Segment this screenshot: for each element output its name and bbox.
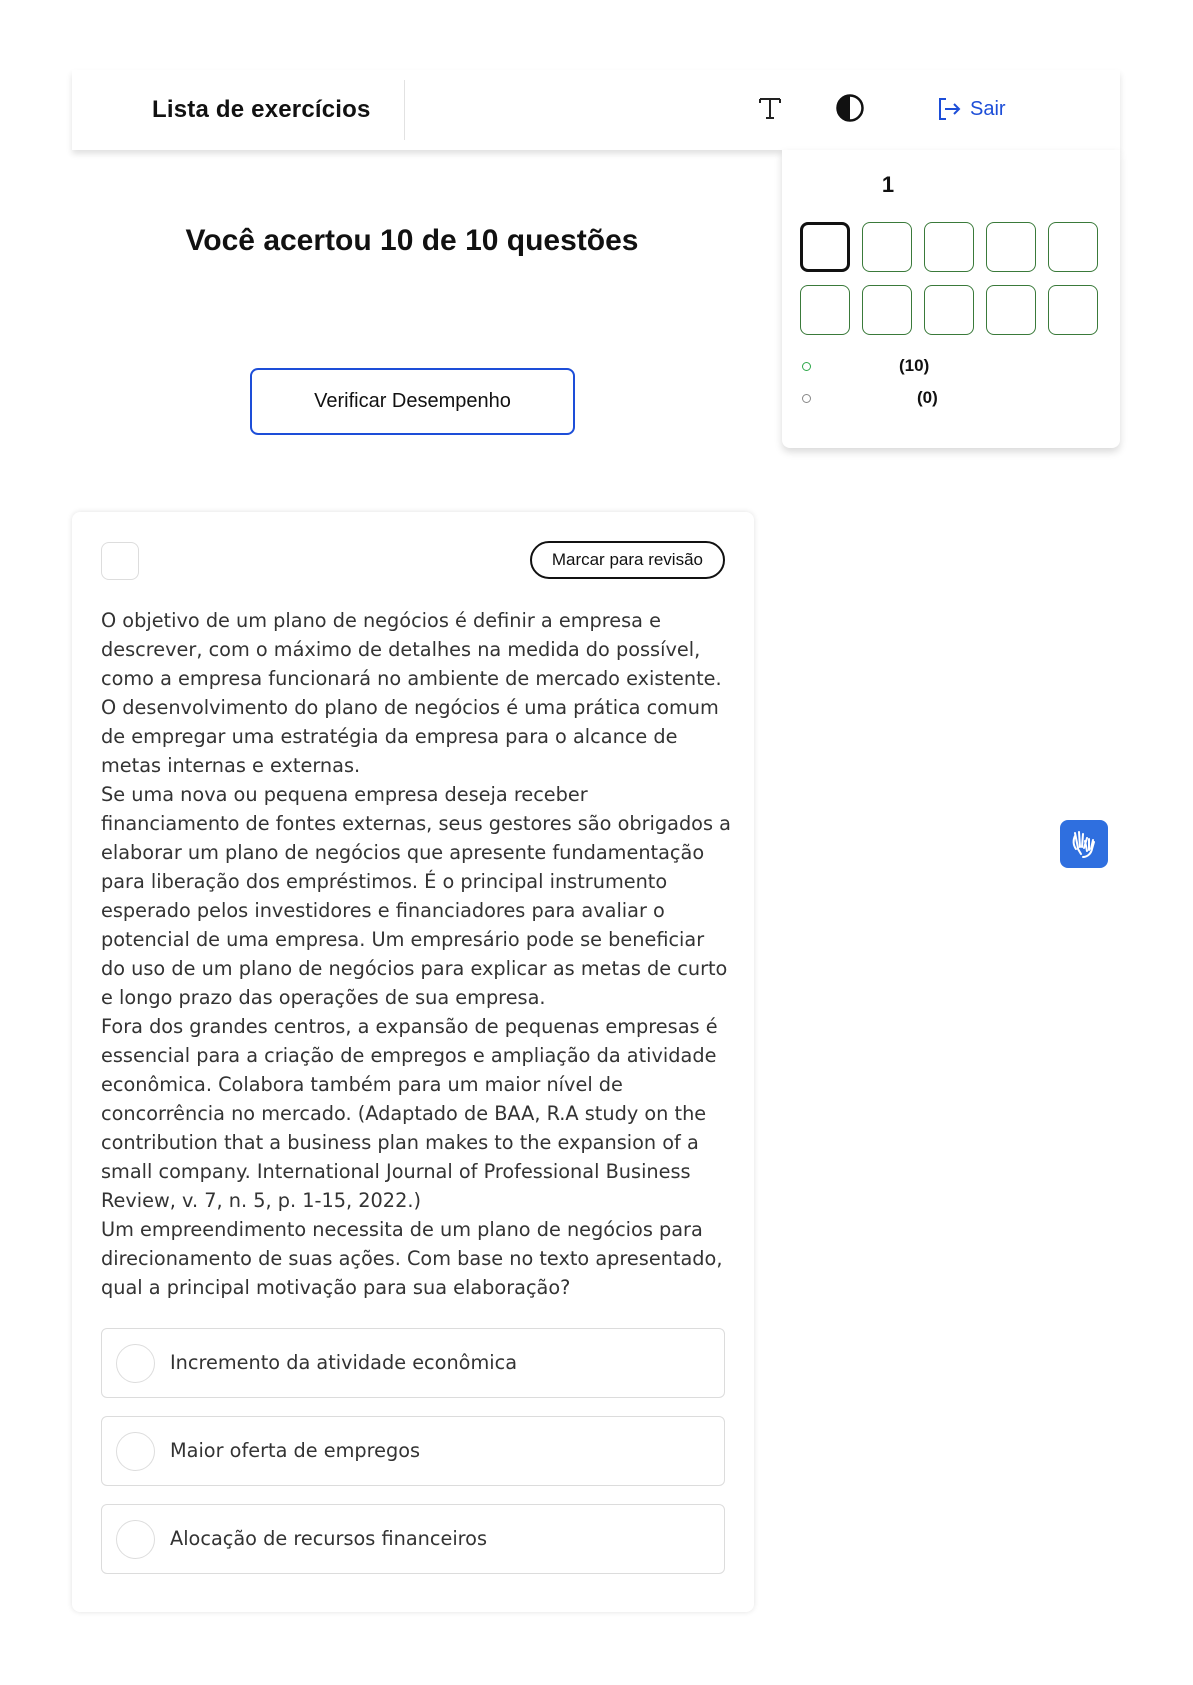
question-paragraph: O objetivo de um plano de negócios é definir a empresa e descrever, com o máximo de detalhes na medida do possível, como a empresa funcionará no ambiente de mercado existente. O desenvolvimento do plano de negócios é uma prática comum de empregar uma estratégia da empresa para o alcance de metas internas e externas. xyxy=(101,609,722,777)
contrast-icon xyxy=(835,93,865,123)
legend-wrong xyxy=(802,388,938,408)
legend-correct xyxy=(802,356,929,376)
radio-button[interactable] xyxy=(116,1344,155,1383)
verify-performance-button[interactable]: Verificar Desempenho xyxy=(250,368,575,435)
score-summary: Você acertou 10 de 10 questões xyxy=(185,224,639,257)
question-nav-cell[interactable] xyxy=(1048,285,1098,335)
text-size-icon xyxy=(757,95,783,121)
radio-button[interactable] xyxy=(116,1520,155,1559)
question-card xyxy=(72,512,754,1612)
question-checkbox[interactable] xyxy=(101,542,139,580)
answer-options xyxy=(101,1328,725,1592)
question-nav-cell[interactable] xyxy=(986,222,1036,272)
current-question-number: 1 xyxy=(881,172,895,197)
option-label: Incremento da atividade econômica xyxy=(170,1351,518,1374)
question-paragraph: Se uma nova ou pequena empresa deseja receber financiamento de fontes externas, seus gestores são obrigados a elaborar um plano de negócios que apresente fundamentação para liberação dos empréstimos. É o principal instrumento esperado pelos investidores e financiadores para avaliar o potencial de uma empresa. Um empresário pode se beneficiar do uso de um plano de negócios para explicar as metas de curto e longo prazo das operações de sua empresa. xyxy=(101,783,731,1009)
logout-button[interactable] xyxy=(936,94,1006,124)
header-divider xyxy=(404,80,405,140)
wrong-dot-icon xyxy=(802,394,811,403)
question-navigator xyxy=(782,150,1120,448)
sign-language-hands-icon xyxy=(1067,827,1101,861)
mark-for-review-button[interactable]: Marcar para revisão xyxy=(530,541,725,579)
radio-button[interactable] xyxy=(116,1432,155,1471)
question-nav-cell[interactable] xyxy=(862,222,912,272)
logout-label: Sair xyxy=(970,97,1006,120)
sign-language-button[interactable] xyxy=(1060,820,1108,868)
answer-option[interactable] xyxy=(101,1416,725,1486)
question-grid xyxy=(800,222,1098,335)
question-paragraph: Um empreendimento necessita de um plano de negócios para direcionamento de suas ações. Com base no texto apresentado, qual a principal motivação para sua elaboração? xyxy=(101,1218,723,1299)
correct-count: (10) xyxy=(899,356,930,375)
contrast-button[interactable] xyxy=(834,92,866,124)
answer-option[interactable] xyxy=(101,1504,725,1574)
question-nav-cell[interactable] xyxy=(862,285,912,335)
question-nav-cell[interactable] xyxy=(1048,222,1098,272)
question-nav-cell[interactable] xyxy=(924,222,974,272)
question-text xyxy=(101,606,731,1302)
wrong-count: (0) xyxy=(917,388,938,407)
question-nav-cell[interactable] xyxy=(924,285,974,335)
question-nav-cell[interactable] xyxy=(800,285,850,335)
option-label: Maior oferta de empregos xyxy=(170,1439,421,1462)
question-paragraph: Fora dos grandes centros, a expansão de pequenas empresas é essencial para a criação de empregos e ampliação da atividade econômica. Colabora também para um maior nível de concorrência no mercado. (Adaptado de BAA, R.A study on the contribution that a business plan makes to the expansion of a small company. International Journal of Professional Business Review, v. 7, n. 5, p. 1-15, 2022.) xyxy=(101,1015,718,1212)
option-label: Alocação de recursos financeiros xyxy=(170,1527,488,1550)
answer-option[interactable] xyxy=(101,1328,725,1398)
top-header xyxy=(72,70,1120,150)
font-size-button[interactable] xyxy=(754,92,786,124)
logout-icon xyxy=(936,96,962,122)
page-title: Lista de exercícios xyxy=(152,96,371,123)
correct-dot-icon xyxy=(802,362,811,371)
question-nav-cell[interactable] xyxy=(986,285,1036,335)
question-nav-cell[interactable] xyxy=(800,222,850,272)
